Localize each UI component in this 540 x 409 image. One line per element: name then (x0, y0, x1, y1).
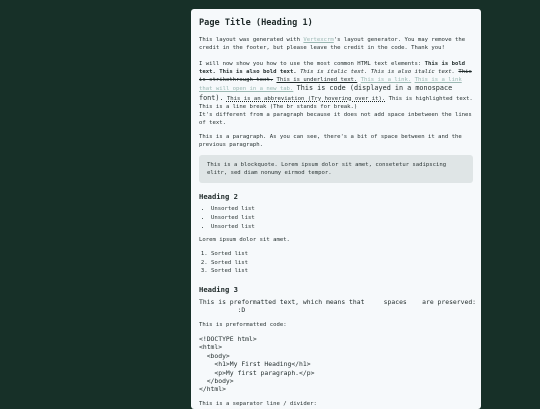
abbreviation[interactable]: This is an abbreviation (Try hovering over it). (226, 95, 386, 102)
credit-paragraph (199, 36, 473, 52)
sorted-list (199, 250, 473, 276)
inline-code: This is code (displayed in a monospace font). (199, 84, 453, 102)
highlighted-text: This is highlighted text. (388, 95, 473, 102)
italic-text: This is italic text. (300, 69, 368, 76)
lorem-paragraph: Lorem ipsum dolor sit amet. (199, 237, 290, 244)
heading-3: Heading 3 (199, 284, 238, 294)
unsorted-list (199, 205, 473, 231)
code-block: <!DOCTYPE html> <html> <body> <h1>My First Heading</h1> <p>My first paragraph.</p> </body> </html> (199, 334, 315, 394)
preformatted-code-label: This is preformatted code: (199, 321, 287, 328)
credit-text-after: 's layout generator. You may remove the credit in the footer, but please leave the credit in the code. Thank you! (199, 37, 466, 52)
paragraph: This is a paragraph. As you can see, there's a bit of space between it and the previous paragraph. (199, 133, 462, 149)
example-link-new-tab[interactable]: This is a link that will open in a new tab. (199, 77, 462, 93)
elements-lead: I will now show you how to use the most common HTML text elements: (199, 61, 425, 68)
list-item: • Unsorted list (211, 223, 473, 232)
line-break-text-2: It's different from a paragraph because it does not add space inbetween the lines of text. (199, 111, 472, 126)
bold-text: This is bold text. (199, 61, 466, 76)
list-item: 1. Sorted list (211, 250, 473, 259)
generator-link[interactable]: Vertexcrm (303, 37, 334, 43)
strikethrough-text: This is strikethrough text. (199, 69, 472, 84)
list-item: 2. Sorted list (211, 259, 473, 268)
separator-label: This is a separator line / divider: (199, 400, 317, 407)
credit-text-before: This layout was generated with (199, 37, 304, 43)
underlined-text: This is underlined text. (276, 77, 358, 84)
list-item: • Unsorted list (211, 205, 473, 214)
example-link[interactable]: This is a link. (360, 77, 412, 84)
text-elements-paragraph (199, 60, 473, 127)
page-title: Page Title (Heading 1) (199, 18, 313, 28)
blockquote: This is a blockquote. Lorem ipsum dolor sit amet, consetetur sadipscing elitr, sed diam nonumy eirmod tempor. (199, 155, 473, 183)
content-card (191, 9, 481, 409)
bold-text-alt: This is also bold text. (219, 69, 297, 76)
line-break-text-1: This is a line break (The br stands for break.) (199, 103, 358, 110)
list-item: • Unsorted list (211, 214, 473, 223)
preformatted-text: This is preformatted text, which means that spaces are preserved: :D (199, 297, 477, 315)
list-item: 3. Sorted list (211, 267, 473, 276)
heading-2: Heading 2 (199, 192, 238, 202)
italic-text-alt: This is also italic text. (370, 69, 455, 76)
